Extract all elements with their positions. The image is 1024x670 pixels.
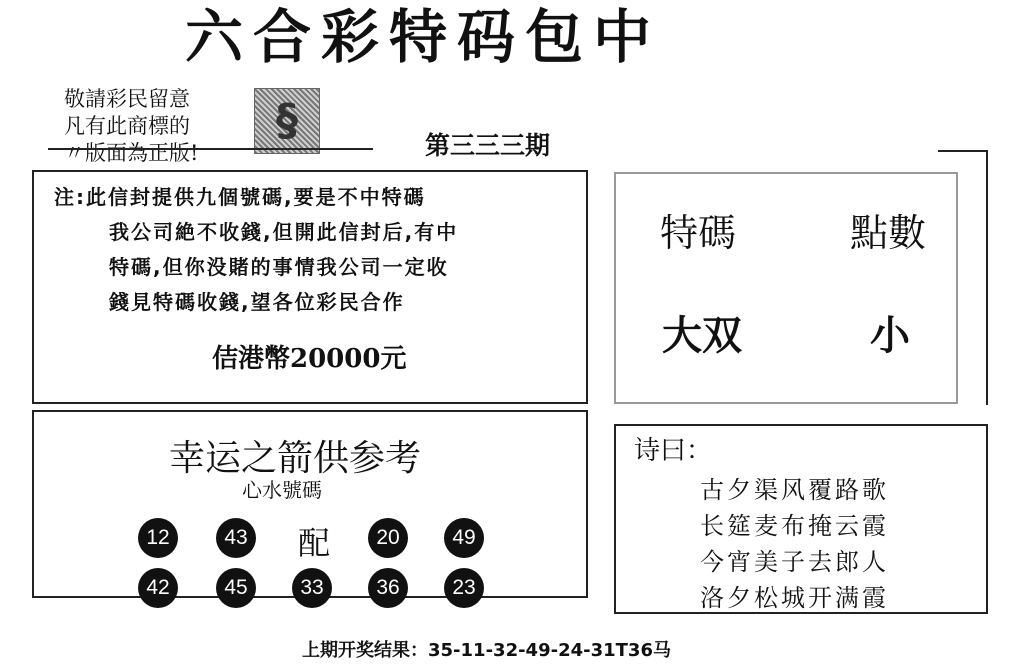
points-label: 點數 bbox=[850, 211, 927, 255]
note-line: 特碼,但你没賭的事情我公司一定收 bbox=[109, 255, 449, 279]
number-ball: 42 bbox=[138, 568, 178, 608]
note-text bbox=[54, 180, 584, 320]
poem-box bbox=[614, 424, 988, 614]
special-code-box bbox=[614, 172, 958, 404]
note-line: 錢見特碼收錢,望各位彩民合作 bbox=[109, 290, 405, 314]
pair-label: 配 bbox=[298, 524, 331, 562]
envelope-note-box bbox=[32, 170, 588, 404]
note-line: 注:此信封提供九個號碼,要是不中特碼 bbox=[54, 185, 426, 209]
issue-period: 第三三三期 bbox=[425, 131, 551, 160]
number-ball: 43 bbox=[216, 518, 256, 558]
number-ball: 23 bbox=[444, 568, 484, 608]
notice-line: 凡有此商標的 bbox=[64, 114, 190, 138]
note-line: 我公司絶不收錢,但開此信封后,有中 bbox=[109, 220, 459, 244]
number-ball: 33 bbox=[292, 568, 332, 608]
number-ball: 36 bbox=[368, 568, 408, 608]
number-ball: 49 bbox=[444, 518, 484, 558]
divider-line bbox=[48, 148, 373, 150]
special-code-value: 大双 bbox=[662, 313, 742, 359]
price-amount: 佶港幣20000元 bbox=[212, 344, 407, 374]
poem-heading: 诗曰： bbox=[634, 436, 713, 466]
number-ball: 20 bbox=[368, 518, 408, 558]
points-value: 小 bbox=[870, 313, 910, 359]
page-title: 六合彩特码包中 bbox=[185, 3, 662, 71]
last-draw-result: 上期开奖结果：35-11-32-49-24-31T36马 bbox=[302, 640, 671, 661]
lucky-title: 幸运之箭供参考 bbox=[169, 438, 422, 479]
poem-line: 长筵麦布掩云霞 bbox=[700, 512, 889, 540]
trademark-seal-icon: § bbox=[254, 88, 320, 154]
lucky-numbers-box bbox=[32, 410, 588, 598]
lucky-subtitle: 心水號碼 bbox=[242, 478, 322, 502]
number-ball: 45 bbox=[216, 568, 256, 608]
authenticity-notice bbox=[64, 86, 249, 167]
notice-line: 〃版面為正版! bbox=[64, 141, 199, 165]
number-ball: 12 bbox=[138, 518, 178, 558]
special-code-label: 特碼 bbox=[660, 211, 737, 255]
notice-line: 敬請彩民留意 bbox=[64, 87, 190, 111]
poem-line: 今宵美子去郎人 bbox=[700, 548, 889, 576]
poem-line: 古夕渠风覆路歌 bbox=[700, 476, 889, 504]
poem-line: 洛夕松城开满霞 bbox=[700, 584, 889, 612]
box-bracket bbox=[938, 150, 988, 405]
